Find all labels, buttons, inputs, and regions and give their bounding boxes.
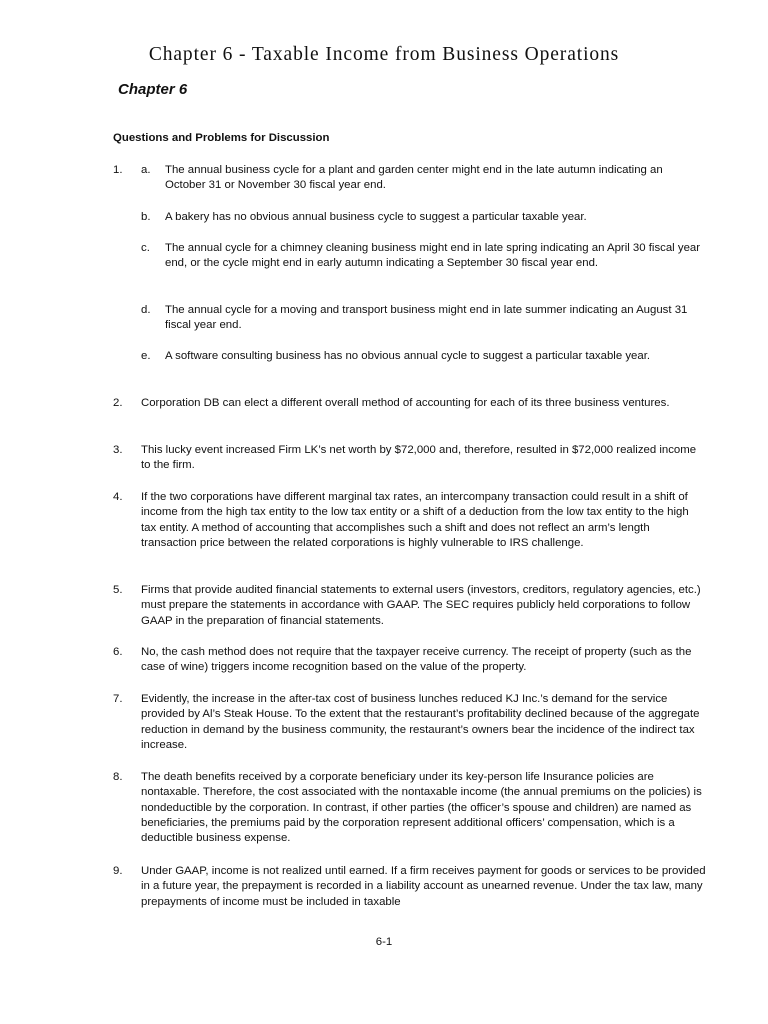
running-title: Chapter 6 - Taxable Income from Business Operations: [148, 44, 620, 65]
item-text: Under GAAP, income is not realized until earned. If a firm receives payment for goods or services to be provided in a future year, the prepayment is recorded in a liability account as unearned revenue. Under the tax law, many prepayments of income must be included in taxable: [141, 865, 706, 908]
item-number: 4.: [113, 491, 123, 503]
item-text: Corporation DB can elect a different overall method of accounting for each of its three business ventures.: [141, 397, 670, 409]
sub-item-text: A bakery has no obvious annual business cycle to suggest a particular taxable year.: [165, 211, 587, 223]
sub-item-letter: a.: [141, 164, 151, 176]
sub-item-text: The annual cycle for a moving and transport business might end in late summer indicating an August 31 fiscal year end.: [165, 304, 688, 332]
item-number: 2.: [113, 397, 123, 409]
item-number: 1.: [113, 164, 123, 176]
page-number: 6-1: [375, 936, 393, 948]
item-number: 5.: [113, 584, 123, 596]
item-number: 7.: [113, 693, 123, 705]
item-text: Firms that provide audited financial statements to external users (investors, creditors, regulatory agencies, etc.) must prepare the statements in accordance with GAAP. The SEC requires publicly held corporations to follow GAAP in the preparation of financial statements.: [141, 584, 701, 627]
sub-item-text: A software consulting business has no obvious annual cycle to suggest a particular taxable year.: [165, 350, 651, 362]
sub-item-letter: c.: [141, 242, 150, 254]
sub-item-letter: b.: [141, 211, 151, 223]
sub-item-letter: d.: [141, 304, 151, 316]
sub-item-letter: e.: [141, 350, 151, 362]
item-text: The death benefits received by a corporate beneficiary under its key-person life Insurance policies are nontaxable. Therefore, the cost associated with the nontaxable income (the annual premiums on the policies) is nondeductible by the corporation. In contrast, if other parties (the officer’s spouse and children) are named as beneficiaries, the premiums paid by the corporation represent additional officers’ compensation, which is a deductible business expense.: [141, 771, 702, 845]
item-text: This lucky event increased Firm LK’s net worth by $72,000 and, therefore, resulted in $72,000 realized income to the firm.: [141, 444, 697, 472]
item-text: No, the cash method does not require that the taxpayer receive currency. The receipt of property (such as the case of wine) triggers income recognition based on the value of the property.: [141, 646, 692, 674]
item-number: 3.: [113, 444, 123, 456]
sub-item-text: The annual cycle for a chimney cleaning business might end in late spring indicating an April 30 fiscal year end, or the cycle might end in early autumn indicating a September 30 fiscal year end.: [165, 242, 701, 270]
section-heading: Questions and Problems for Discussion: [113, 132, 330, 144]
item-number: 6.: [113, 646, 123, 658]
item-text: Evidently, the increase in the after-tax cost of business lunches reduced KJ Inc.’s demand for the service provided by Al’s Steak House. To the extent that the restaurant’s profitability declined because of the aggregate reduction in demand by the business community, the restaurant’s owners bear the incidence of the indirect tax increase.: [141, 693, 700, 751]
sub-item-text: The annual business cycle for a plant and garden center might end in the late autumn indicating an October 31 or November 30 fiscal year end.: [165, 164, 663, 192]
chapter-heading: Chapter 6: [118, 81, 188, 98]
item-number: 9.: [113, 865, 123, 877]
item-number: 8.: [113, 771, 123, 783]
item-text: If the two corporations have different marginal tax rates, an intercompany transaction could result in a shift of income from the high tax entity to the low tax entity or a shift of a deduction from the low tax entity to the high tax entity. A method of accounting that accomplishes such a shift and does not reflect an arm’s length transaction price between the related corporations is highly vulnerable to IRS challenge.: [141, 491, 689, 549]
